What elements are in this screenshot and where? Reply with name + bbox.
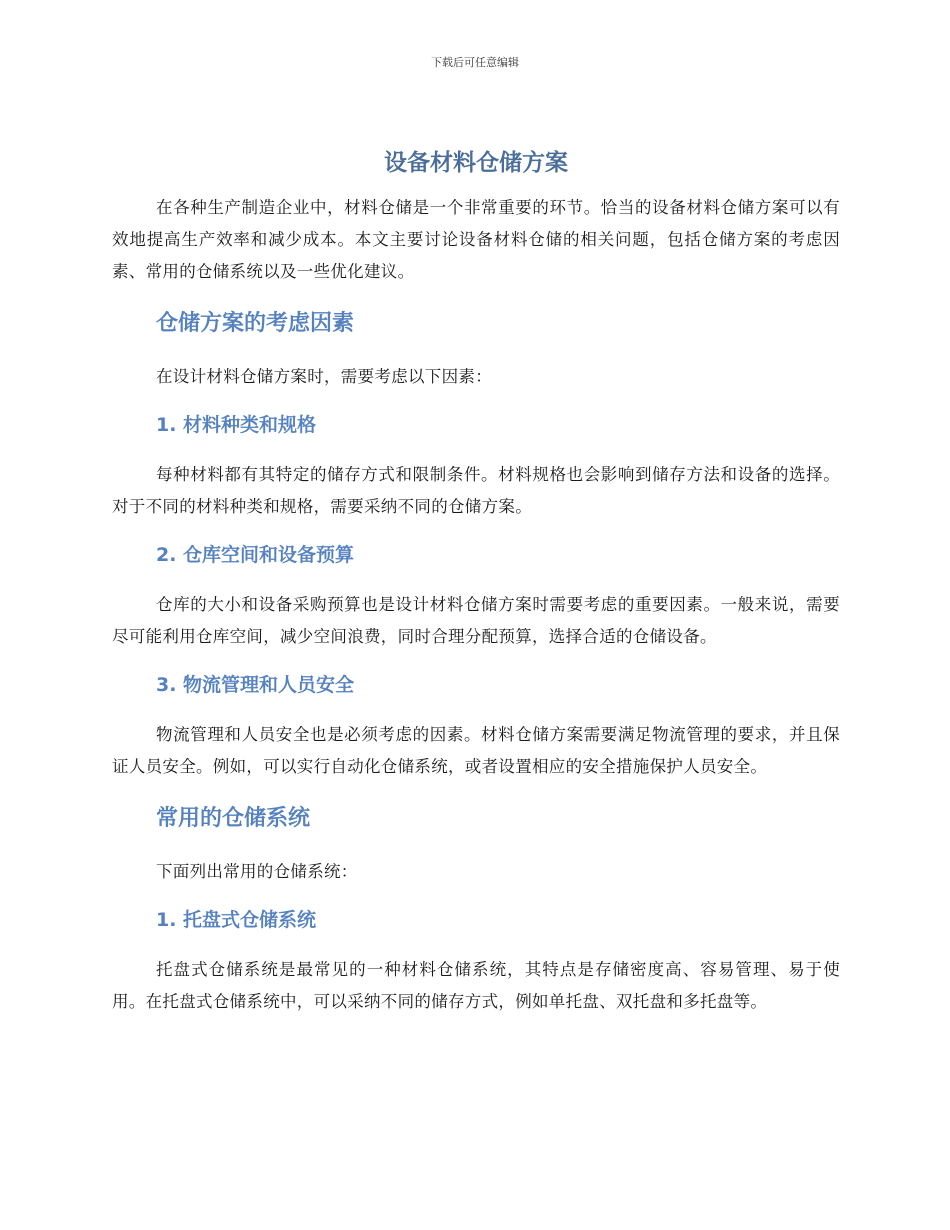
paragraph-pallet-system: 托盘式仓储系统是最常见的一种材料仓储系统，其特点是存储密度高、容易管理、易于使用。在托盘式仓储系统中，可以采纳不同的储存方式，例如单托盘、双托盘和多托盘等。	[112, 960, 840, 1011]
paragraph-material-types: 每种材料都有其特定的储存方式和限制条件。材料规格也会影响到储存方法和设备的选择。对于不同的材料种类和规格，需要采纳不同的仓储方案。	[112, 465, 840, 516]
document-body	[112, 146, 840, 1018]
subheading-space-budget: 2. 仓库空间和设备预算	[156, 544, 355, 566]
subheading-logistics-safety: 3. 物流管理和人员安全	[156, 674, 355, 696]
section-heading-systems: 常用的仓储系统	[156, 806, 311, 831]
subheading-material-types: 1. 材料种类和规格	[156, 414, 317, 436]
section-lead-systems: 下面列出常用的仓储系统：	[156, 862, 358, 881]
subheading-pallet-system: 1. 托盘式仓储系统	[156, 909, 317, 931]
paragraph-logistics-safety: 物流管理和人员安全也是必须考虑的因素。材料仓储方案需要满足物流管理的要求，并且保证人员安全。例如，可以实行自动化仓储系统，或者设置相应的安全措施保护人员安全。	[112, 725, 840, 776]
paragraph-space-budget: 仓库的大小和设备采购预算也是设计材料仓储方案时需要考虑的重要因素。一般来说，需要尽可能利用仓库空间，减少空间浪费，同时合理分配预算，选择合适的仓储设备。	[112, 595, 840, 646]
section-heading-factors: 仓储方案的考虑因素	[156, 311, 355, 336]
document-title: 设备材料仓储方案	[384, 150, 568, 176]
section-lead-factors: 在设计材料仓储方案时，需要考虑以下因素：	[156, 367, 492, 386]
intro-paragraph: 在各种生产制造企业中，材料仓储是一个非常重要的环节。恰当的设备材料仓储方案可以有效地提高生产效率和减少成本。本文主要讨论设备材料仓储的相关问题，包括仓储方案的考虑因素、常用的仓储系统以及一些优化建议。	[112, 198, 840, 281]
page-header: 下载后可任意编辑	[431, 56, 519, 69]
